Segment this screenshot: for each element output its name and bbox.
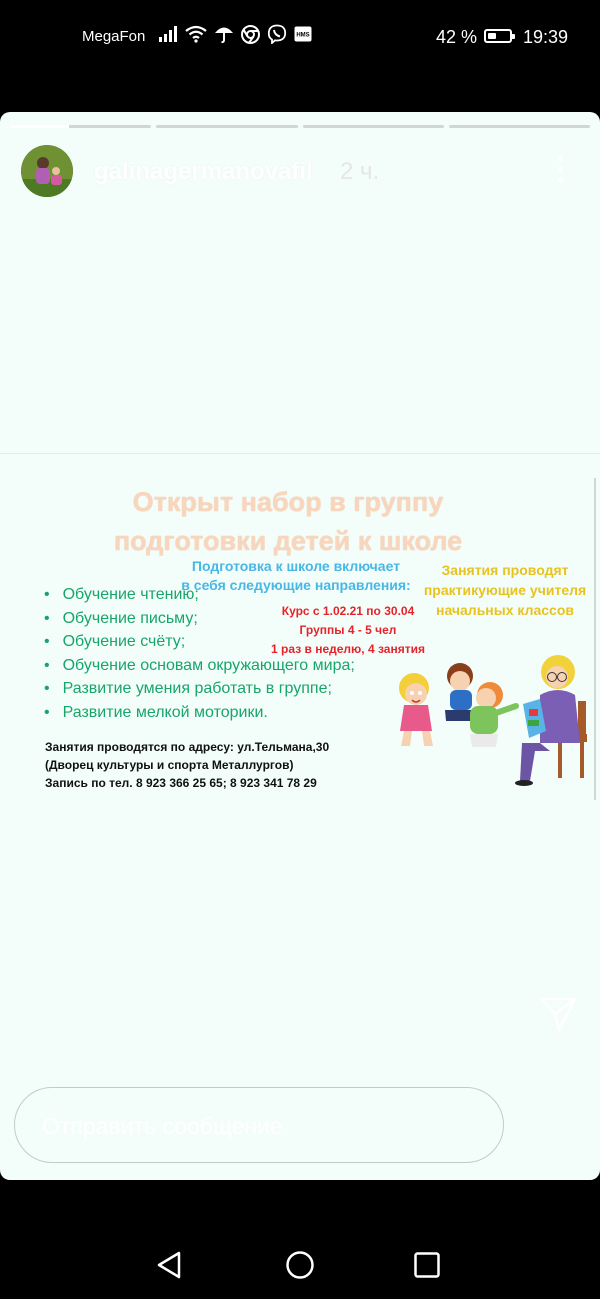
username[interactable]: galinagermanovafil bbox=[94, 158, 313, 185]
progress-segment bbox=[449, 125, 590, 128]
back-icon[interactable] bbox=[155, 1250, 185, 1280]
clock: 19:39 bbox=[523, 27, 569, 47]
address-line3: Запись по тел. 8 923 366 25 65; 8 923 341 78 29 bbox=[45, 776, 317, 790]
progress-fill bbox=[10, 125, 69, 128]
headline-line2: подготовки детей к школе bbox=[113, 526, 463, 556]
teachers-line2: практикующие учителя bbox=[423, 582, 587, 598]
battery-icon bbox=[484, 29, 512, 43]
signal-icon bbox=[158, 25, 178, 43]
image-edge bbox=[594, 478, 596, 800]
story-progress bbox=[10, 125, 590, 128]
svg-text:HMS: HMS bbox=[296, 32, 310, 39]
progress-segment bbox=[156, 125, 297, 128]
course-line1: Курс с 1.02.21 по 30.04 bbox=[281, 604, 415, 618]
send-icon[interactable] bbox=[538, 995, 578, 1033]
list-item: • Развитие умения работать в группе; bbox=[44, 677, 355, 701]
carrier-name: MegaFon bbox=[82, 28, 146, 45]
system-nav-bar bbox=[0, 1180, 600, 1299]
directions-line2: в себя следующие направления: bbox=[181, 577, 411, 593]
course-line2: Группы 4 - 5 чел bbox=[299, 623, 397, 637]
teachers-note bbox=[418, 560, 592, 620]
progress-segment bbox=[10, 125, 151, 128]
list-item: • Развитие мелкой моторики. bbox=[44, 701, 355, 725]
teacher-children-illustration bbox=[390, 651, 600, 799]
headline-line1: Открыт набор в группу bbox=[132, 487, 444, 517]
umbrella-icon bbox=[214, 24, 234, 44]
status-bar bbox=[0, 0, 600, 75]
viber-icon bbox=[267, 24, 287, 44]
list-item: • Обучение письму; bbox=[44, 607, 355, 631]
more-options-icon[interactable] bbox=[553, 156, 567, 186]
avatar-photo bbox=[21, 145, 73, 197]
battery-level bbox=[488, 33, 496, 39]
time-ago: 2 ч. bbox=[340, 158, 380, 185]
teachers-line1: Занятия проводят bbox=[441, 562, 569, 578]
hms-icon bbox=[294, 26, 312, 42]
list-item: • Обучение счёту; bbox=[44, 630, 355, 654]
reply-bar[interactable] bbox=[14, 1087, 504, 1163]
recent-apps-icon[interactable] bbox=[413, 1251, 441, 1279]
list-item: • Обучение чтению; bbox=[44, 583, 355, 607]
directions-line1: Подготовка к школе включает bbox=[191, 558, 401, 574]
list-item: • Обучение основам окружающего мира; bbox=[44, 654, 355, 678]
post-image bbox=[0, 453, 600, 804]
wifi-icon bbox=[185, 25, 207, 43]
message-input[interactable] bbox=[40, 1104, 484, 1148]
course-line3: 1 раз в неделю, 4 занятия bbox=[271, 642, 425, 656]
teachers-line3: начальных классов bbox=[436, 602, 574, 618]
address-line2: (Дворец культуры и спорта Металлургов) bbox=[45, 758, 294, 772]
status-icons bbox=[158, 24, 312, 44]
home-icon[interactable] bbox=[285, 1250, 315, 1280]
battery-percent: 42 % bbox=[436, 27, 478, 47]
chrome-icon bbox=[241, 25, 260, 44]
address-block bbox=[45, 738, 329, 792]
progress-segment bbox=[303, 125, 444, 128]
story-viewer[interactable] bbox=[0, 112, 600, 1180]
avatar[interactable] bbox=[21, 145, 73, 197]
address-line1: Занятия проводятся по адресу: ул.Тельмана,30 bbox=[45, 740, 330, 754]
